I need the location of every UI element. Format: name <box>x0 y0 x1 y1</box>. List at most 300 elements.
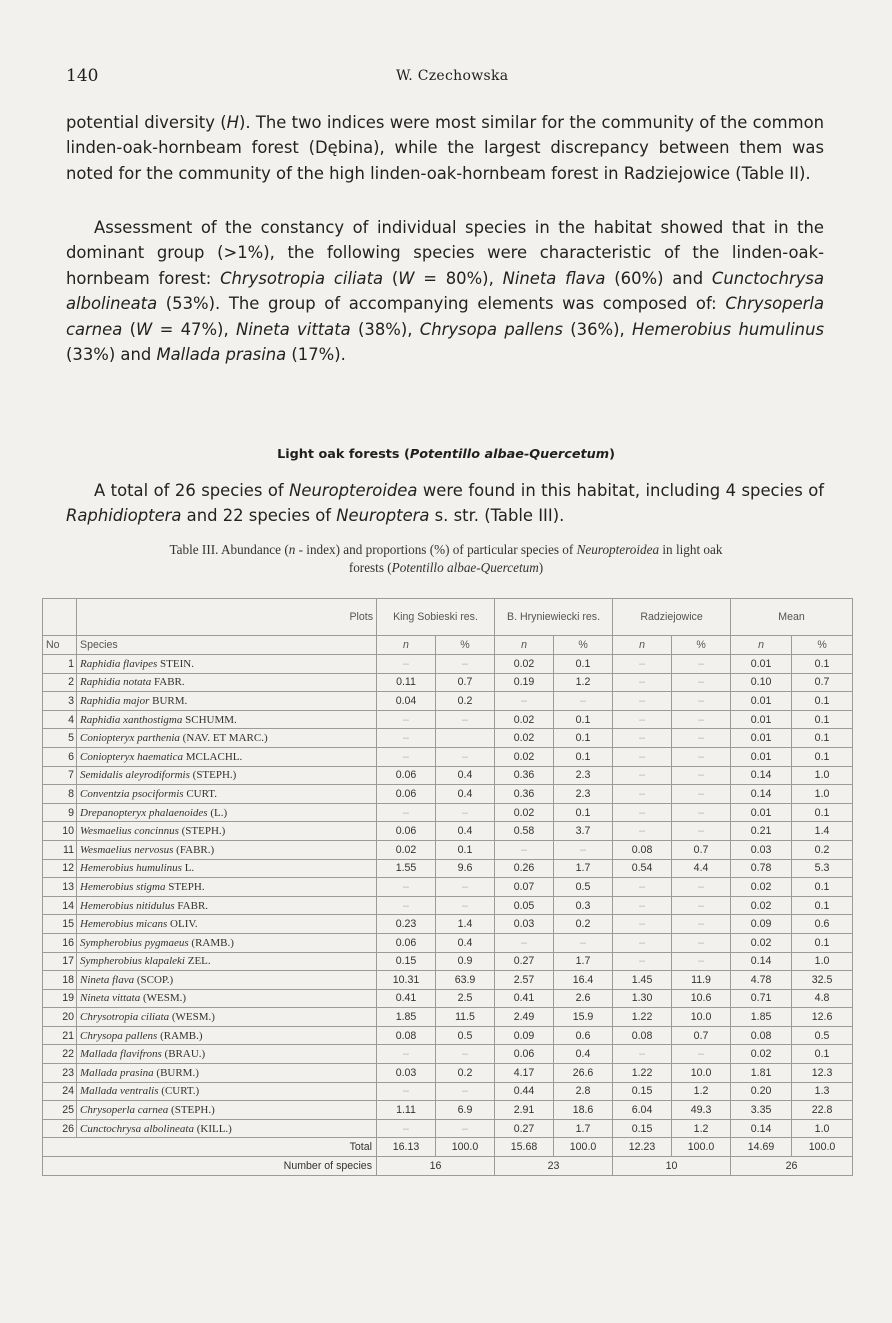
value-cell: 6.04 <box>613 1101 672 1120</box>
table-row <box>43 971 853 990</box>
value-cell: 0.06 <box>495 1045 554 1064</box>
value-cell: 0.01 <box>731 710 792 729</box>
value-cell: 0.4 <box>554 1045 613 1064</box>
table-row <box>43 803 853 822</box>
value-cell: 1.2 <box>554 673 613 692</box>
value-cell: – <box>613 896 672 915</box>
value-cell: 6.9 <box>436 1101 495 1120</box>
value-cell: – <box>613 766 672 785</box>
value-cell: – <box>613 803 672 822</box>
value-cell: 0.7 <box>792 673 853 692</box>
value-cell: 0.10 <box>731 673 792 692</box>
value-cell: 0.1 <box>792 933 853 952</box>
table-row <box>43 1026 853 1045</box>
value-cell: 4.78 <box>731 971 792 990</box>
value-cell: 0.4 <box>436 933 495 952</box>
value-cell: 1.85 <box>731 1008 792 1027</box>
value-cell: 0.6 <box>792 915 853 934</box>
species-count-cell: 23 <box>495 1157 613 1176</box>
species-name: Raphidia major BURM. <box>77 692 377 711</box>
total-cell: 100.0 <box>436 1138 495 1157</box>
value-cell: – <box>436 1082 495 1101</box>
value-cell: – <box>672 692 731 711</box>
value-cell: – <box>672 896 731 915</box>
value-cell: – <box>672 803 731 822</box>
row-number: 22 <box>43 1045 77 1064</box>
table-row <box>43 840 853 859</box>
value-cell: – <box>672 747 731 766</box>
value-cell: – <box>554 840 613 859</box>
paragraph-2: Assessment of the constancy of individual species in the habitat showed that in the dominant group (>1%), the following species were characteristic of the linden-oak-hornbeam forest: Chrysotropia ciliata (W = 80%), Nineta flava (60%) and Cunctochrysa albolineata (53%). The group of accompanying elements was composed of: Chrysoperla carnea (W = 47%), Nineta vittata (38%), Chrysopa pallens (36%), Hemerobius humulinus (33%) and Mallada prasina (17%). <box>66 218 824 365</box>
table-row <box>43 896 853 915</box>
value-cell: – <box>613 673 672 692</box>
value-cell: 1.85 <box>377 1008 436 1027</box>
abundance-table <box>42 598 852 1176</box>
species-name: Chrysopa pallens (RAMB.) <box>77 1026 377 1045</box>
value-cell: 0.09 <box>495 1026 554 1045</box>
value-cell: 0.19 <box>495 673 554 692</box>
page-header <box>66 66 826 90</box>
value-cell: 4.8 <box>792 989 853 1008</box>
value-cell: – <box>495 692 554 711</box>
value-cell: 0.27 <box>495 1119 554 1138</box>
value-cell: 0.2 <box>436 1064 495 1083</box>
value-cell: – <box>672 673 731 692</box>
value-cell: 0.4 <box>436 785 495 804</box>
species-count-row <box>43 1157 853 1176</box>
species-name: Hemerobius humulinus L. <box>77 859 377 878</box>
value-cell: 0.58 <box>495 822 554 841</box>
table-caption: Table III. Abundance (n - index) and proportions (%) of particular species of Neuropteroidea in light oak forests (Potentillo albae-Quercetum) <box>169 542 723 575</box>
value-cell: 0.1 <box>792 896 853 915</box>
value-cell: – <box>377 1119 436 1138</box>
species-name: Raphidia flavipes STEIN. <box>77 655 377 674</box>
table-row <box>43 822 853 841</box>
row-number: 6 <box>43 747 77 766</box>
table-row <box>43 915 853 934</box>
value-cell: 0.01 <box>731 729 792 748</box>
no-header: No <box>43 636 77 655</box>
row-number: 24 <box>43 1082 77 1101</box>
value-cell: 1.2 <box>672 1082 731 1101</box>
value-cell: 3.7 <box>554 822 613 841</box>
value-cell: – <box>672 729 731 748</box>
value-cell: – <box>436 747 495 766</box>
value-cell: 0.15 <box>613 1082 672 1101</box>
group-header-king-sobieski: King Sobieski res. <box>377 599 495 636</box>
value-cell: – <box>672 1045 731 1064</box>
value-cell: 10.0 <box>672 1008 731 1027</box>
paragraph-3: A total of 26 species of Neuropteroidea were found in this habitat, including 4 species of Raphidioptera and 22 species of Neuroptera s. str. (Table III). <box>66 481 824 526</box>
value-cell: 0.4 <box>436 766 495 785</box>
row-number: 21 <box>43 1026 77 1045</box>
value-cell: 0.6 <box>554 1026 613 1045</box>
value-cell: 0.2 <box>436 692 495 711</box>
value-cell: 2.6 <box>554 989 613 1008</box>
value-cell: 2.5 <box>436 989 495 1008</box>
value-cell: 0.06 <box>377 822 436 841</box>
value-cell: – <box>672 933 731 952</box>
value-cell: 2.8 <box>554 1082 613 1101</box>
table-row <box>43 710 853 729</box>
value-cell: 0.36 <box>495 766 554 785</box>
pct-header: % <box>672 636 731 655</box>
value-cell: 0.02 <box>495 747 554 766</box>
table-row <box>43 859 853 878</box>
value-cell: – <box>672 655 731 674</box>
value-cell: 0.36 <box>495 785 554 804</box>
value-cell: – <box>613 692 672 711</box>
species-name: Drepanopteryx phalaenoides (L.) <box>77 803 377 822</box>
total-cell: 14.69 <box>731 1138 792 1157</box>
table-row <box>43 785 853 804</box>
total-row <box>43 1138 853 1157</box>
value-cell: 0.08 <box>613 840 672 859</box>
value-cell <box>436 729 495 748</box>
value-cell: 22.8 <box>792 1101 853 1120</box>
row-number: 7 <box>43 766 77 785</box>
value-cell: 0.41 <box>495 989 554 1008</box>
value-cell: – <box>495 840 554 859</box>
pct-header: % <box>554 636 613 655</box>
value-cell: 0.02 <box>495 803 554 822</box>
value-cell: – <box>672 952 731 971</box>
value-cell: 1.55 <box>377 859 436 878</box>
species-name: Coniopteryx parthenia (NAV. ET MARC.) <box>77 729 377 748</box>
value-cell: 0.7 <box>672 840 731 859</box>
species-name: Hemerobius nitidulus FABR. <box>77 896 377 915</box>
species-header: Species <box>77 636 377 655</box>
value-cell: – <box>613 785 672 804</box>
value-cell: 0.03 <box>495 915 554 934</box>
row-number: 16 <box>43 933 77 952</box>
value-cell: 63.9 <box>436 971 495 990</box>
value-cell: 0.2 <box>554 915 613 934</box>
value-cell: – <box>436 878 495 897</box>
value-cell: 0.08 <box>731 1026 792 1045</box>
value-cell: 15.9 <box>554 1008 613 1027</box>
species-name: Hemerobius micans OLIV. <box>77 915 377 934</box>
value-cell: – <box>613 1045 672 1064</box>
value-cell: 0.06 <box>377 785 436 804</box>
table-row <box>43 747 853 766</box>
value-cell: 1.4 <box>436 915 495 934</box>
species-name: Semidalis aleyrodiformis (STEPH.) <box>77 766 377 785</box>
row-number: 25 <box>43 1101 77 1120</box>
value-cell: – <box>672 915 731 934</box>
section-heading: Light oak forests (Potentillo albae-Quercetum) <box>277 447 615 462</box>
value-cell: 0.02 <box>731 933 792 952</box>
group-header-mean: Mean <box>731 599 853 636</box>
species-count-label: Number of species <box>43 1157 377 1176</box>
value-cell: – <box>613 915 672 934</box>
value-cell: 1.0 <box>792 766 853 785</box>
n-header: n <box>731 636 792 655</box>
value-cell: 4.4 <box>672 859 731 878</box>
value-cell: 0.03 <box>377 1064 436 1083</box>
value-cell: – <box>613 878 672 897</box>
value-cell: 16.4 <box>554 971 613 990</box>
table-row <box>43 1064 853 1083</box>
species-count-cell: 26 <box>731 1157 853 1176</box>
value-cell: 0.1 <box>792 878 853 897</box>
value-cell: 1.4 <box>792 822 853 841</box>
row-number: 19 <box>43 989 77 1008</box>
species-name: Sympherobius pygmaeus (RAMB.) <box>77 933 377 952</box>
value-cell: 0.9 <box>436 952 495 971</box>
value-cell: 0.1 <box>554 747 613 766</box>
species-name: Raphidia xanthostigma SCHUMM. <box>77 710 377 729</box>
value-cell: 2.3 <box>554 785 613 804</box>
value-cell: 1.7 <box>554 1119 613 1138</box>
value-cell: 0.54 <box>613 859 672 878</box>
value-cell: 0.03 <box>731 840 792 859</box>
value-cell: – <box>554 933 613 952</box>
row-number: 4 <box>43 710 77 729</box>
species-name: Raphidia notata FABR. <box>77 673 377 692</box>
value-cell: 0.41 <box>377 989 436 1008</box>
value-cell: 0.08 <box>613 1026 672 1045</box>
value-cell: 0.44 <box>495 1082 554 1101</box>
table-row <box>43 952 853 971</box>
table-row <box>43 1101 853 1120</box>
group-header-radziejowice: Radziejowice <box>613 599 731 636</box>
value-cell: – <box>377 896 436 915</box>
value-cell: – <box>495 933 554 952</box>
value-cell: – <box>436 896 495 915</box>
value-cell: 0.02 <box>731 1045 792 1064</box>
value-cell: 1.7 <box>554 952 613 971</box>
value-cell: – <box>613 952 672 971</box>
value-cell: – <box>554 692 613 711</box>
value-cell: 0.1 <box>792 1045 853 1064</box>
value-cell: 0.01 <box>731 747 792 766</box>
value-cell: – <box>377 710 436 729</box>
value-cell: 0.02 <box>377 840 436 859</box>
value-cell: – <box>672 822 731 841</box>
value-cell: 1.7 <box>554 859 613 878</box>
value-cell: 0.5 <box>436 1026 495 1045</box>
pct-header: % <box>436 636 495 655</box>
value-cell: – <box>377 747 436 766</box>
value-cell: 0.2 <box>792 840 853 859</box>
species-name: Mallada ventralis (CURT.) <box>77 1082 377 1101</box>
value-cell: 0.27 <box>495 952 554 971</box>
value-cell: 1.22 <box>613 1008 672 1027</box>
value-cell: 26.6 <box>554 1064 613 1083</box>
value-cell: 10.0 <box>672 1064 731 1083</box>
value-cell: 1.0 <box>792 1119 853 1138</box>
value-cell: – <box>672 785 731 804</box>
value-cell: 10.31 <box>377 971 436 990</box>
value-cell: 0.01 <box>731 803 792 822</box>
value-cell: – <box>377 655 436 674</box>
value-cell: – <box>436 1045 495 1064</box>
value-cell: – <box>436 1119 495 1138</box>
value-cell: 0.5 <box>792 1026 853 1045</box>
total-cell: 100.0 <box>554 1138 613 1157</box>
table-header-row <box>43 599 853 636</box>
species-name: Nineta flava (SCOP.) <box>77 971 377 990</box>
species-name: Conventzia psociformis CURT. <box>77 785 377 804</box>
value-cell: 0.02 <box>495 710 554 729</box>
value-cell: 0.1 <box>792 710 853 729</box>
total-cell: 100.0 <box>672 1138 731 1157</box>
value-cell: – <box>436 655 495 674</box>
value-cell: 2.57 <box>495 971 554 990</box>
value-cell: 0.05 <box>495 896 554 915</box>
value-cell: 0.1 <box>436 840 495 859</box>
value-cell: 0.02 <box>731 878 792 897</box>
value-cell: – <box>377 1082 436 1101</box>
row-number: 23 <box>43 1064 77 1083</box>
value-cell: 0.14 <box>731 1119 792 1138</box>
value-cell: 10.6 <box>672 989 731 1008</box>
row-number: 12 <box>43 859 77 878</box>
table-row <box>43 729 853 748</box>
row-number: 2 <box>43 673 77 692</box>
value-cell: 2.3 <box>554 766 613 785</box>
value-cell: 0.1 <box>554 655 613 674</box>
table-row <box>43 878 853 897</box>
value-cell: 1.3 <box>792 1082 853 1101</box>
row-number: 13 <box>43 878 77 897</box>
table-row <box>43 655 853 674</box>
value-cell: 0.1 <box>792 729 853 748</box>
total-cell: 12.23 <box>613 1138 672 1157</box>
value-cell: – <box>613 747 672 766</box>
value-cell: 0.01 <box>731 692 792 711</box>
value-cell: 4.17 <box>495 1064 554 1083</box>
value-cell: – <box>613 710 672 729</box>
row-number: 26 <box>43 1119 77 1138</box>
value-cell: 0.1 <box>792 655 853 674</box>
total-cell: 16.13 <box>377 1138 436 1157</box>
value-cell: – <box>613 822 672 841</box>
value-cell: 0.23 <box>377 915 436 934</box>
value-cell: 1.0 <box>792 952 853 971</box>
value-cell: 1.22 <box>613 1064 672 1083</box>
table-row <box>43 766 853 785</box>
species-name: Chrysotropia ciliata (WESM.) <box>77 1008 377 1027</box>
species-name: Sympherobius klapaleki ZEL. <box>77 952 377 971</box>
value-cell: – <box>613 933 672 952</box>
value-cell: 0.15 <box>377 952 436 971</box>
plots-header: Plots <box>77 599 377 636</box>
value-cell: 0.5 <box>554 878 613 897</box>
species-name: Mallada flavifrons (BRAU.) <box>77 1045 377 1064</box>
table-row <box>43 1119 853 1138</box>
value-cell: 0.09 <box>731 915 792 934</box>
value-cell: – <box>613 729 672 748</box>
species-name: Nineta vittata (WESM.) <box>77 989 377 1008</box>
value-cell: 0.14 <box>731 766 792 785</box>
value-cell: 0.7 <box>672 1026 731 1045</box>
value-cell: 9.6 <box>436 859 495 878</box>
table-row <box>43 1045 853 1064</box>
value-cell: 0.01 <box>731 655 792 674</box>
row-number: 3 <box>43 692 77 711</box>
value-cell: – <box>377 878 436 897</box>
value-cell: 0.11 <box>377 673 436 692</box>
table-row <box>43 673 853 692</box>
value-cell: – <box>377 1045 436 1064</box>
value-cell: 0.71 <box>731 989 792 1008</box>
species-name: Wesmaelius nervosus (FABR.) <box>77 840 377 859</box>
total-cell: 100.0 <box>792 1138 853 1157</box>
value-cell: 0.78 <box>731 859 792 878</box>
species-name: Mallada prasina (BURM.) <box>77 1064 377 1083</box>
value-cell: 1.30 <box>613 989 672 1008</box>
pct-header: % <box>792 636 853 655</box>
value-cell: 0.06 <box>377 933 436 952</box>
table-body <box>43 655 853 1138</box>
value-cell: – <box>672 710 731 729</box>
row-number: 11 <box>43 840 77 859</box>
total-label: Total <box>43 1138 377 1157</box>
value-cell: 11.5 <box>436 1008 495 1027</box>
value-cell: 0.14 <box>731 785 792 804</box>
value-cell: 0.1 <box>554 729 613 748</box>
row-number: 20 <box>43 1008 77 1027</box>
row-number: 14 <box>43 896 77 915</box>
species-name: Coniopteryx haematica MCLACHL. <box>77 747 377 766</box>
value-cell: 1.2 <box>672 1119 731 1138</box>
table-subheader-row <box>43 636 853 655</box>
species-name: Wesmaelius concinnus (STEPH.) <box>77 822 377 841</box>
species-name: Cunctochrysa albolineata (KILL.) <box>77 1119 377 1138</box>
species-name: Hemerobius stigma STEPH. <box>77 878 377 897</box>
value-cell: – <box>672 766 731 785</box>
value-cell: 0.1 <box>792 692 853 711</box>
value-cell: – <box>672 878 731 897</box>
value-cell: 0.02 <box>495 729 554 748</box>
value-cell: 0.07 <box>495 878 554 897</box>
value-cell: 0.7 <box>436 673 495 692</box>
value-cell: – <box>613 655 672 674</box>
value-cell: 0.26 <box>495 859 554 878</box>
value-cell: 0.14 <box>731 952 792 971</box>
value-cell: 0.15 <box>613 1119 672 1138</box>
value-cell: 0.04 <box>377 692 436 711</box>
species-count-cell: 16 <box>377 1157 495 1176</box>
table-row <box>43 692 853 711</box>
table-row <box>43 1008 853 1027</box>
value-cell: 0.1 <box>792 803 853 822</box>
value-cell: 0.20 <box>731 1082 792 1101</box>
total-cell: 15.68 <box>495 1138 554 1157</box>
value-cell: 1.45 <box>613 971 672 990</box>
row-number: 10 <box>43 822 77 841</box>
row-number: 8 <box>43 785 77 804</box>
value-cell: 5.3 <box>792 859 853 878</box>
running-head: W. Czechowska <box>396 68 509 84</box>
value-cell: 11.9 <box>672 971 731 990</box>
value-cell: 12.3 <box>792 1064 853 1083</box>
value-cell: 18.6 <box>554 1101 613 1120</box>
value-cell: – <box>377 729 436 748</box>
value-cell: 1.0 <box>792 785 853 804</box>
row-number: 9 <box>43 803 77 822</box>
n-header: n <box>613 636 672 655</box>
row-number: 5 <box>43 729 77 748</box>
table-row <box>43 1082 853 1101</box>
value-cell: 0.02 <box>731 896 792 915</box>
value-cell: 1.81 <box>731 1064 792 1083</box>
value-cell: 32.5 <box>792 971 853 990</box>
row-number: 1 <box>43 655 77 674</box>
value-cell: 0.02 <box>495 655 554 674</box>
